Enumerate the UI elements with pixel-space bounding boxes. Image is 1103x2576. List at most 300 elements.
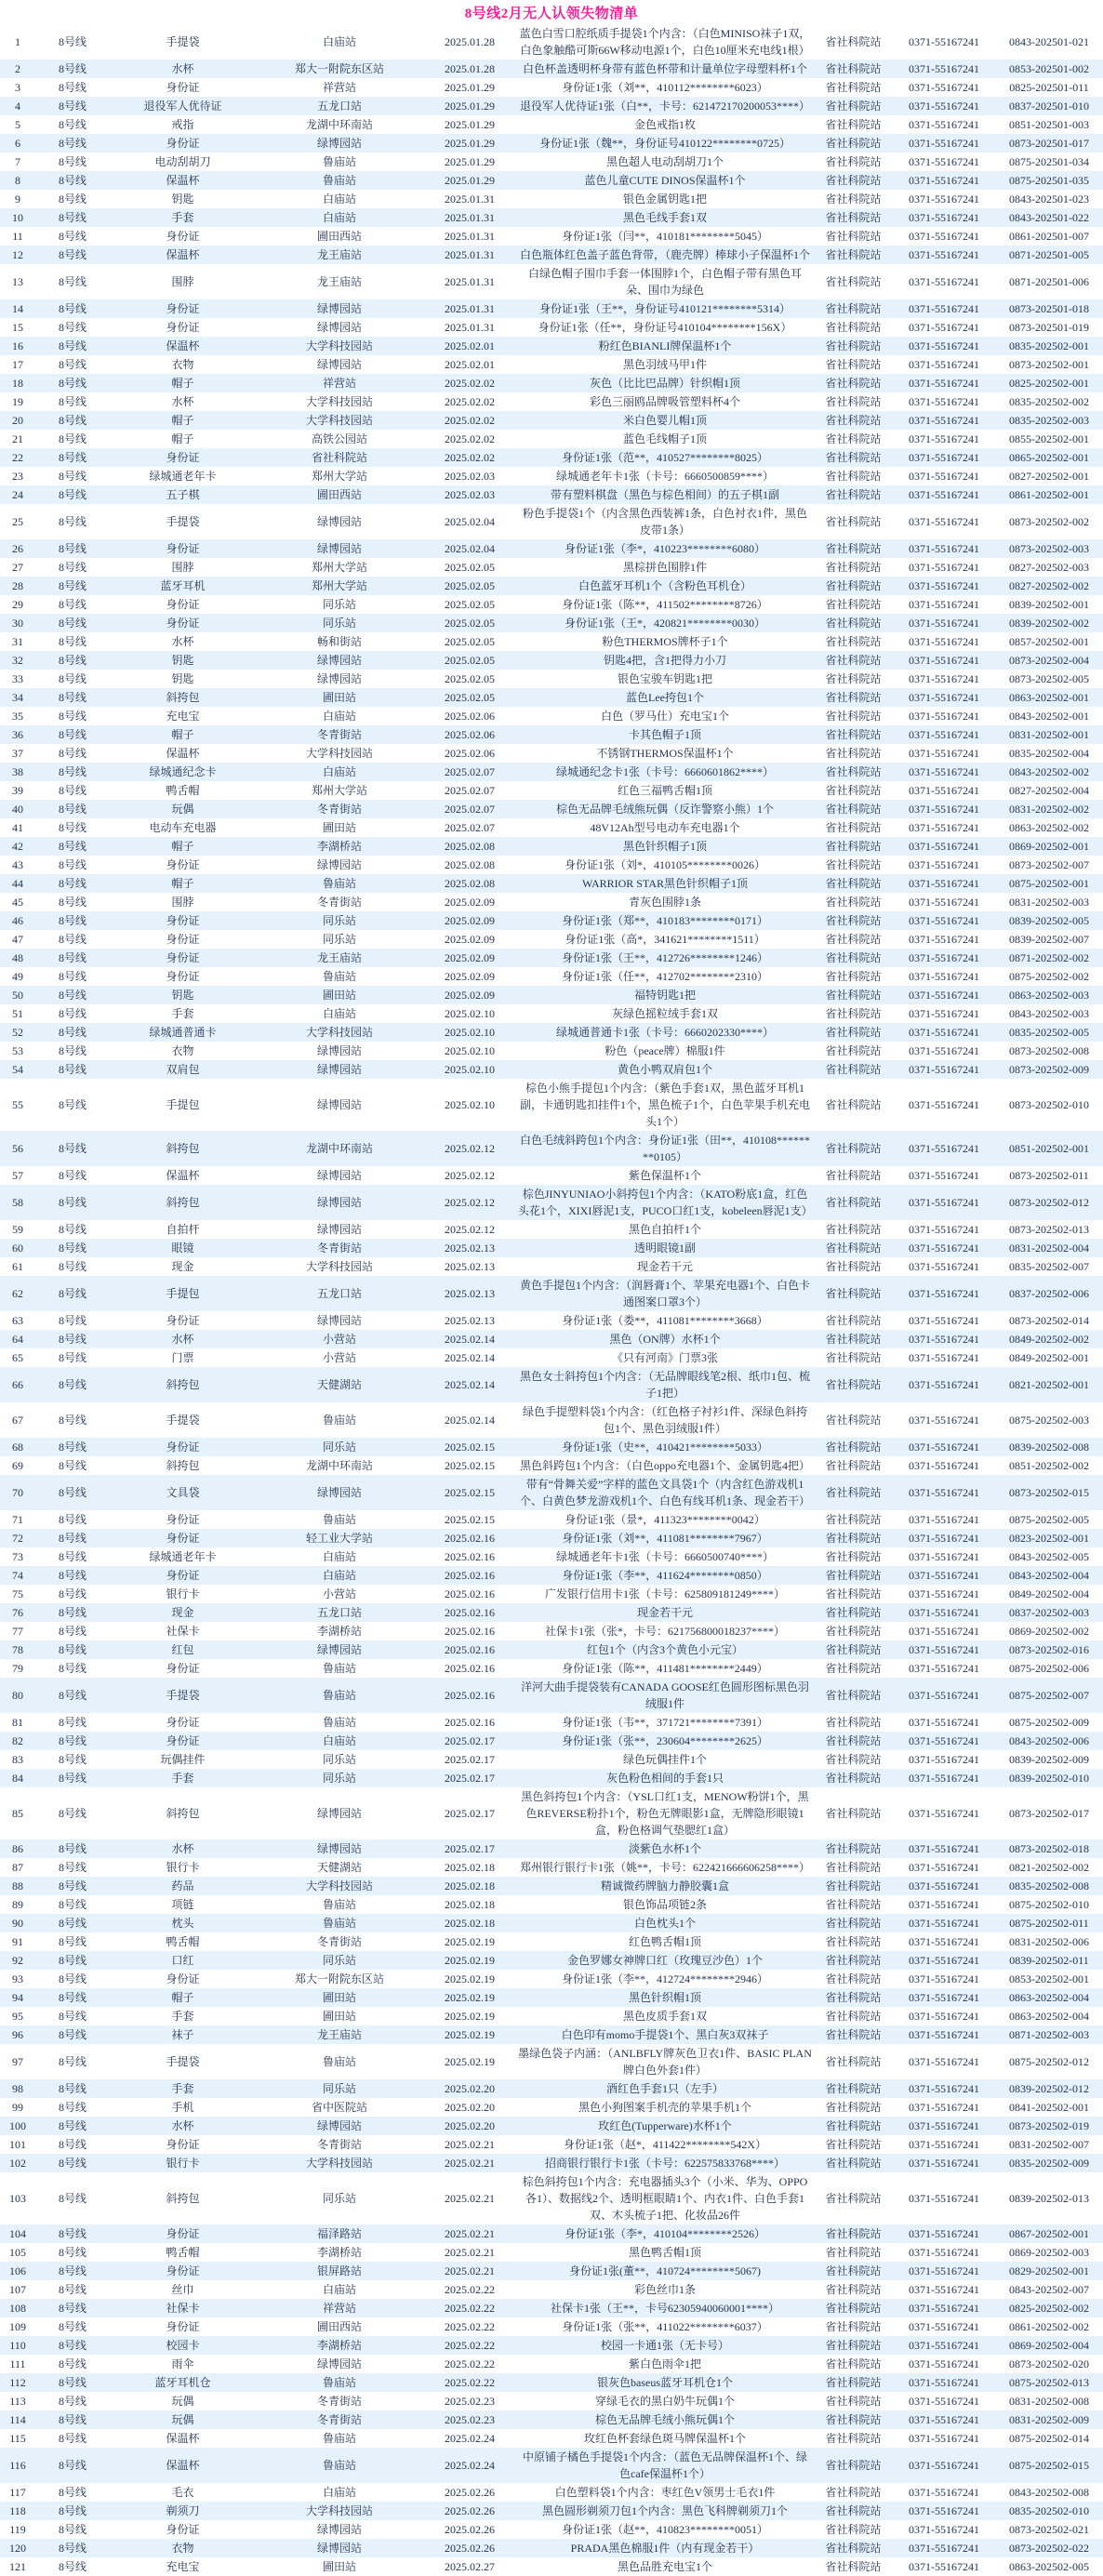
table-row — [0, 1988, 1103, 2007]
cell-station: 鲁庙站 — [322, 2432, 356, 2445]
cell-department: 省社科院站 — [825, 2264, 882, 2277]
cell-seq: 116 — [9, 2459, 26, 2472]
cell-item: 文具袋 — [166, 1486, 200, 1499]
cell-seq: 119 — [9, 2523, 26, 2536]
cell-description: 身份证1张（景*，411323********0042） — [565, 1513, 765, 1526]
cell-item: 五子棋 — [166, 488, 200, 501]
cell-date: 2025.01.28 — [445, 35, 495, 48]
cell-department: 省社科院站 — [825, 1026, 882, 1039]
cell-item: 帽子 — [171, 877, 194, 890]
cell-description: 灰色（比比巴品牌）针织帽1顶 — [589, 377, 740, 390]
cell-station: 祥营站 — [322, 2302, 356, 2315]
cell-date: 2025.02.16 — [445, 1606, 495, 1619]
cell-id: 0849-202502-001 — [1009, 1351, 1089, 1364]
cell-department: 省社科院站 — [825, 414, 882, 427]
cell-phone: 0371-55167241 — [909, 1972, 979, 1985]
cell-seq: 73 — [12, 1550, 23, 1563]
table-row — [0, 1622, 1103, 1640]
cell-department: 省社科院站 — [825, 137, 882, 150]
cell-date: 2025.02.05 — [445, 691, 495, 704]
cell-item: 保温杯 — [166, 174, 200, 187]
cell-seq: 75 — [12, 1587, 23, 1600]
cell-seq: 44 — [12, 877, 23, 890]
cell-department: 省社科院站 — [825, 2157, 882, 2170]
cell-phone: 0371-55167241 — [909, 1486, 979, 1499]
cell-line: 8号线 — [58, 2302, 86, 2315]
cell-line: 8号线 — [58, 1569, 86, 1582]
cell-description: 黄色小鸭双肩包1个 — [617, 1063, 712, 1076]
cell-phone: 0371-55167241 — [909, 877, 979, 890]
cell-item: 身份证 — [166, 914, 200, 927]
table-row — [0, 1060, 1103, 1079]
cell-item: 绿城通纪念卡 — [149, 765, 217, 778]
table-row — [0, 781, 1103, 800]
cell-seq: 104 — [9, 2227, 26, 2240]
cell-department: 省社科院站 — [825, 2376, 882, 2389]
cell-date: 2025.02.19 — [445, 1954, 495, 1967]
cell-id: 0861-202502-002 — [1009, 2320, 1089, 2333]
cell-date: 2025.02.13 — [445, 1314, 495, 1327]
table-row — [0, 430, 1103, 448]
table-row — [0, 874, 1103, 893]
cell-station: 冬青街站 — [316, 896, 362, 909]
cell-id: 0843-202502-002 — [1009, 765, 1089, 778]
cell-description: 黑色针织帽1顶 — [628, 1991, 701, 2004]
cell-seq: 80 — [12, 1689, 23, 1702]
cell-department: 省社科院站 — [825, 617, 882, 630]
cell-department: 省社科院站 — [825, 2320, 882, 2333]
cell-line: 8号线 — [58, 914, 86, 927]
cell-seq: 94 — [12, 1991, 23, 2004]
cell-description: 彩色丝巾1条 — [633, 2283, 696, 2296]
table-row — [0, 1276, 1103, 1311]
cell-line: 8号线 — [58, 2432, 86, 2445]
cell-item: 鸭舌帽 — [166, 2246, 200, 2259]
cell-phone: 0371-55167241 — [909, 1169, 979, 1182]
cell-description: 米白色婴儿帽1顶 — [622, 414, 707, 427]
cell-station: 鲁庙站 — [322, 2376, 356, 2389]
cell-seq: 21 — [12, 432, 23, 445]
cell-department: 省社科院站 — [825, 1772, 882, 1785]
cell-date: 2025.02.04 — [445, 542, 495, 555]
cell-phone: 0371-55167241 — [909, 1007, 979, 1020]
cell-department: 省社科院站 — [825, 155, 882, 168]
table-row — [0, 1787, 1103, 1839]
cell-item: 银行卡 — [166, 1861, 200, 1874]
cell-line: 8号线 — [58, 1333, 86, 1346]
cell-phone: 0371-55167241 — [909, 377, 979, 390]
table-row — [0, 949, 1103, 967]
cell-phone: 0371-55167241 — [909, 174, 979, 187]
cell-phone: 0371-55167241 — [909, 896, 979, 909]
cell-id: 0839-202502-011 — [1009, 1954, 1089, 1967]
cell-id: 0871-202501-006 — [1009, 275, 1089, 288]
cell-item: 身份证 — [166, 137, 200, 150]
cell-seq: 66 — [12, 1378, 23, 1391]
cell-date: 2025.02.02 — [445, 414, 495, 427]
cell-phone: 0371-55167241 — [909, 1662, 979, 1675]
cell-description: 白色（罗马仕）充电宝1个 — [600, 710, 729, 723]
cell-date: 2025.02.01 — [445, 339, 495, 352]
cell-line: 8号线 — [58, 765, 86, 778]
table-row — [0, 2557, 1103, 2576]
cell-station: 大学科技园站 — [305, 1260, 373, 1273]
cell-description: 黑色自拍杆1个 — [628, 1223, 701, 1236]
cell-id: 0831-202502-002 — [1009, 803, 1089, 816]
cell-seq: 113 — [9, 2395, 26, 2408]
cell-line: 8号线 — [58, 2192, 86, 2205]
cell-department: 省社科院站 — [825, 470, 882, 483]
table-row — [0, 1914, 1103, 1932]
cell-id: 0841-202502-001 — [1009, 2101, 1089, 2114]
cell-item: 手套 — [171, 2010, 194, 2023]
cell-department: 省社科院站 — [825, 211, 882, 224]
cell-phone: 0371-55167241 — [909, 1414, 979, 1427]
table-row — [0, 967, 1103, 986]
cell-station: 郑州大学站 — [311, 784, 367, 797]
cell-department: 省社科院站 — [825, 728, 882, 741]
cell-seq: 60 — [12, 1242, 23, 1255]
cell-id: 0875-202502-014 — [1009, 2432, 1089, 2445]
cell-seq: 51 — [12, 1007, 23, 1020]
cell-phone: 0371-55167241 — [909, 2010, 979, 2023]
cell-date: 2025.02.21 — [445, 2157, 495, 2170]
cell-seq: 53 — [12, 1044, 23, 1057]
cell-description: 身份证1张(董**，410724********5067) — [569, 2264, 761, 2277]
cell-item: 保温杯 — [166, 2459, 200, 2472]
cell-description: PRADA黑色棉服1件（内有现金若干） — [570, 2542, 760, 2555]
cell-phone: 0371-55167241 — [909, 821, 979, 834]
cell-item: 剃须刀 — [166, 2504, 200, 2517]
table-row — [0, 2224, 1103, 2243]
table-row — [0, 763, 1103, 781]
cell-description: 棕色JINYUNIAO小斜挎包1个内含：（KATO粉底1盒，红色头花1个，XIXI唇泥1支，PUCO口红1支，kobeleen唇泥1支） — [518, 1188, 813, 1217]
table-row — [0, 1185, 1103, 1220]
cell-department: 省社科院站 — [825, 2413, 882, 2426]
cell-station: 冬青街站 — [316, 728, 362, 741]
cell-id: 0835-202502-001 — [1009, 339, 1089, 352]
cell-date: 2025.02.19 — [445, 2055, 495, 2068]
cell-description: 身份证1张（魏**，身份证号410122********0725） — [538, 137, 791, 150]
cell-department: 省社科院站 — [825, 2246, 882, 2259]
table-row — [0, 2483, 1103, 2502]
cell-station: 同乐站 — [322, 933, 356, 946]
table-row — [0, 1257, 1103, 1276]
cell-station: 绿博园站 — [316, 858, 362, 871]
cell-date: 2025.02.02 — [445, 395, 495, 408]
cell-item: 保温杯 — [166, 248, 200, 261]
cell-description: 身份证1张（张**，230604********2625） — [561, 1734, 768, 1747]
cell-seq: 111 — [9, 2357, 26, 2370]
cell-department: 省社科院站 — [825, 691, 882, 704]
cell-id: 0823-202502-001 — [1009, 1532, 1089, 1545]
cell-seq: 27 — [12, 561, 23, 574]
table-row — [0, 208, 1103, 227]
cell-item: 现金 — [171, 1260, 194, 1273]
table-row — [0, 1475, 1103, 1510]
cell-id: 0825-202502-002 — [1009, 2302, 1089, 2315]
table-row — [0, 411, 1103, 430]
cell-station: 圃田站 — [322, 989, 356, 1002]
cell-station: 同乐站 — [322, 1772, 356, 1785]
cell-phone: 0371-55167241 — [909, 275, 979, 288]
cell-date: 2025.02.16 — [445, 1532, 495, 1545]
cell-station: 白庙站 — [322, 35, 356, 48]
cell-department: 省社科院站 — [825, 1734, 882, 1747]
cell-item: 雨伞 — [171, 2357, 194, 2370]
cell-phone: 0371-55167241 — [909, 579, 979, 592]
cell-id: 0843-202502-001 — [1009, 710, 1089, 723]
cell-station: 大学科技园站 — [305, 1879, 373, 1892]
cell-line: 8号线 — [58, 951, 86, 964]
cell-item: 手提包 — [166, 1287, 200, 1300]
cell-description: 身份证1张（任**，412702********2310） — [561, 970, 768, 983]
cell-seq: 97 — [12, 2055, 23, 2068]
cell-date: 2025.01.31 — [445, 275, 495, 288]
cell-phone: 0371-55167241 — [909, 784, 979, 797]
table-row — [0, 1603, 1103, 1622]
cell-item: 身份证 — [166, 451, 200, 464]
cell-line: 8号线 — [58, 896, 86, 909]
cell-phone: 0371-55167241 — [909, 1917, 979, 1930]
cell-item: 围脖 — [171, 896, 194, 909]
cell-department: 省社科院站 — [825, 515, 882, 528]
cell-line: 8号线 — [58, 1351, 86, 1364]
cell-item: 斜挎包 — [166, 2192, 200, 2205]
cell-item: 水杯 — [171, 2119, 194, 2132]
cell-station: 白庙站 — [322, 1007, 356, 1020]
cell-id: 0835-202502-003 — [1009, 414, 1089, 427]
cell-id: 0839-202502-012 — [1009, 2082, 1089, 2095]
cell-id: 0853-202501-002 — [1009, 62, 1089, 75]
cell-department: 省社科院站 — [825, 1196, 882, 1209]
cell-item: 帽子 — [171, 840, 194, 853]
cell-date: 2025.02.17 — [445, 1753, 495, 1766]
cell-id: 0871-202501-005 — [1009, 248, 1089, 261]
table-row — [0, 577, 1103, 595]
cell-seq: 45 — [12, 896, 23, 909]
cell-department: 省社科院站 — [825, 488, 882, 501]
cell-phone: 0371-55167241 — [909, 1587, 979, 1600]
cell-description: 48V12Ah型号电动车充电器1个 — [590, 821, 740, 834]
cell-date: 2025.02.16 — [445, 1569, 495, 1582]
cell-phone: 0371-55167241 — [909, 1026, 979, 1039]
cell-phone: 0371-55167241 — [909, 1991, 979, 2004]
cell-item: 手提袋 — [166, 1689, 200, 1702]
cell-phone: 0371-55167241 — [909, 2055, 979, 2068]
cell-station: 鲁庙站 — [322, 877, 356, 890]
cell-line: 8号线 — [58, 2376, 86, 2389]
cell-id: 0873-202502-015 — [1009, 1486, 1089, 1499]
cell-phone: 0371-55167241 — [909, 2523, 979, 2536]
cell-phone: 0371-55167241 — [909, 1606, 979, 1619]
cell-station: 同乐站 — [322, 617, 356, 630]
lost-items-table-body — [0, 24, 1103, 2576]
cell-department: 省社科院站 — [825, 62, 882, 75]
cell-station: 绿博园站 — [316, 1169, 362, 1182]
cell-line: 8号线 — [58, 2283, 86, 2296]
cell-id: 0873-202502-007 — [1009, 858, 1089, 871]
cell-line: 8号线 — [58, 118, 86, 131]
cell-department: 省社科院站 — [825, 654, 882, 667]
cell-item: 斜挎包 — [166, 1807, 200, 1820]
cell-item: 手套 — [171, 1007, 194, 1020]
cell-line: 8号线 — [58, 2028, 86, 2041]
cell-station: 五龙口站 — [316, 1287, 362, 1300]
cell-seq: 92 — [12, 1954, 23, 1967]
cell-department: 省社科院站 — [825, 2055, 882, 2068]
cell-id: 0831-202502-008 — [1009, 2395, 1089, 2408]
cell-phone: 0371-55167241 — [909, 488, 979, 501]
cell-department: 省社科院站 — [825, 1716, 882, 1729]
cell-id: 0835-202502-007 — [1009, 1260, 1089, 1273]
cell-item: 手提袋 — [166, 515, 200, 528]
cell-line: 8号线 — [58, 321, 86, 334]
cell-id: 0853-202502-001 — [1009, 1972, 1089, 1985]
cell-line: 8号线 — [58, 2320, 86, 2333]
cell-seq: 3 — [15, 81, 20, 94]
cell-line: 8号线 — [58, 2119, 86, 2132]
table-row — [0, 2098, 1103, 2117]
cell-seq: 58 — [12, 1196, 23, 1209]
cell-phone: 0371-55167241 — [909, 432, 979, 445]
cell-id: 0873-202502-008 — [1009, 1044, 1089, 1057]
cell-id: 0843-202502-007 — [1009, 2283, 1089, 2296]
cell-description: 身份证1张（闫**，410181********5045） — [561, 230, 768, 243]
cell-line: 8号线 — [58, 1532, 86, 1545]
cell-description: 身份证1张（李**，411624********0850） — [562, 1569, 768, 1582]
cell-date: 2025.02.20 — [445, 2082, 495, 2095]
cell-description: 黑色超人电动刮胡刀1个 — [605, 155, 724, 168]
cell-date: 2025.02.26 — [445, 2486, 495, 2499]
cell-description: 身份证1张（赵*，411422********542X） — [563, 2138, 767, 2151]
cell-line: 8号线 — [58, 230, 86, 243]
cell-item: 钥匙 — [171, 989, 194, 1002]
cell-line: 8号线 — [58, 515, 86, 528]
cell-department: 省社科院站 — [825, 2119, 882, 2132]
cell-line: 8号线 — [58, 1716, 86, 1729]
table-row — [0, 2448, 1103, 2483]
cell-phone: 0371-55167241 — [909, 1772, 979, 1785]
cell-phone: 0371-55167241 — [909, 2246, 979, 2259]
cell-id: 0875-202502-002 — [1009, 970, 1089, 983]
cell-station: 天健湖站 — [316, 1861, 362, 1874]
cell-station: 鲁庙站 — [322, 1917, 356, 1930]
table-row — [0, 707, 1103, 725]
cell-item: 身份证 — [166, 1314, 200, 1327]
cell-line: 8号线 — [58, 451, 86, 464]
cell-line: 8号线 — [58, 100, 86, 113]
cell-seq: 67 — [12, 1414, 23, 1427]
cell-description: 黑色羽绒马甲1件 — [622, 358, 707, 371]
cell-item: 身份证 — [166, 933, 200, 946]
cell-date: 2025.02.04 — [445, 515, 495, 528]
table-row — [0, 1970, 1103, 1988]
cell-phone: 0371-55167241 — [909, 1314, 979, 1327]
cell-description: 黑色（ON牌）水杯1个 — [609, 1333, 721, 1346]
cell-seq: 79 — [12, 1662, 23, 1675]
cell-id: 0873-202502-010 — [1009, 1098, 1089, 1111]
cell-description: 身份证1张（刘*，410105********0026） — [564, 858, 765, 871]
cell-station: 天健湖站 — [316, 1378, 362, 1391]
cell-item: 鸭舌帽 — [166, 1935, 200, 1948]
cell-phone: 0371-55167241 — [909, 635, 979, 648]
cell-station: 鲁庙站 — [322, 1513, 356, 1526]
table-row — [0, 1529, 1103, 1547]
cell-item: 手机 — [171, 2101, 194, 2114]
table-row — [0, 24, 1103, 60]
cell-line: 8号线 — [58, 2138, 86, 2151]
cell-seq: 23 — [12, 470, 23, 483]
table-row — [0, 1402, 1103, 1438]
cell-id: 0863-202502-005 — [1009, 2560, 1089, 2573]
table-row — [0, 60, 1103, 78]
cell-phone: 0371-55167241 — [909, 1734, 979, 1747]
cell-phone: 0371-55167241 — [909, 1242, 979, 1255]
cell-phone: 0371-55167241 — [909, 1459, 979, 1472]
cell-item: 身份证 — [166, 302, 200, 315]
cell-department: 省社科院站 — [825, 561, 882, 574]
table-row — [0, 2502, 1103, 2520]
cell-description: 身份证1张（张**，411022********6037） — [562, 2320, 768, 2333]
cell-id: 0825-202501-011 — [1009, 81, 1089, 94]
cell-department: 省社科院站 — [825, 579, 882, 592]
cell-seq: 71 — [12, 1513, 23, 1526]
table-row — [0, 2079, 1103, 2098]
cell-department: 省社科院站 — [825, 1333, 882, 1346]
cell-line: 8号线 — [58, 1606, 86, 1619]
cell-item: 身份证 — [166, 1441, 200, 1454]
cell-station: 圃田站 — [322, 2560, 356, 2573]
cell-id: 0839-202502-002 — [1009, 617, 1089, 630]
cell-id: 0851-202502-001 — [1009, 1142, 1089, 1155]
cell-department: 省社科院站 — [825, 765, 882, 778]
cell-line: 8号线 — [58, 2010, 86, 2023]
cell-department: 省社科院站 — [825, 747, 882, 760]
cell-phone: 0371-55167241 — [909, 2264, 979, 2277]
cell-date: 2025.02.10 — [445, 1063, 495, 1076]
cell-phone: 0371-55167241 — [909, 2413, 979, 2426]
cell-seq: 55 — [12, 1098, 23, 1111]
cell-id: 0843-202501-022 — [1009, 211, 1089, 224]
cell-station: 高铁公园站 — [311, 432, 367, 445]
cell-department: 省社科院站 — [825, 1917, 882, 1930]
cell-date: 2025.02.26 — [445, 2523, 495, 2536]
cell-line: 8号线 — [58, 784, 86, 797]
table-row — [0, 171, 1103, 190]
cell-description: WARRIOR STAR黑色针织帽子1顶 — [581, 877, 749, 890]
cell-line: 8号线 — [58, 1063, 86, 1076]
cell-id: 0875-202502-006 — [1009, 1662, 1089, 1675]
table-row — [0, 2373, 1103, 2392]
cell-station: 大学科技园站 — [305, 395, 373, 408]
cell-date: 2025.02.09 — [445, 896, 495, 909]
cell-description: 灰色粉色相间的手套1只 — [605, 1772, 724, 1785]
cell-id: 0875-202502-001 — [1009, 877, 1089, 890]
cell-date: 2025.02.05 — [445, 672, 495, 685]
cell-station: 白庙站 — [322, 765, 356, 778]
cell-id: 0865-202502-001 — [1009, 451, 1089, 464]
cell-item: 围脖 — [171, 275, 194, 288]
cell-description: 身份证1张（李*，410104********2526） — [564, 2227, 765, 2240]
cell-item: 斜挎包 — [166, 691, 200, 704]
cell-seq: 41 — [12, 821, 23, 834]
cell-department: 省社科院站 — [825, 2459, 882, 2472]
cell-department: 省社科院站 — [825, 877, 882, 890]
cell-description: 钥匙4把，含1把得力小刀 — [603, 654, 726, 667]
cell-seq: 90 — [12, 1917, 23, 1930]
cell-department: 省社科院站 — [825, 2357, 882, 2370]
